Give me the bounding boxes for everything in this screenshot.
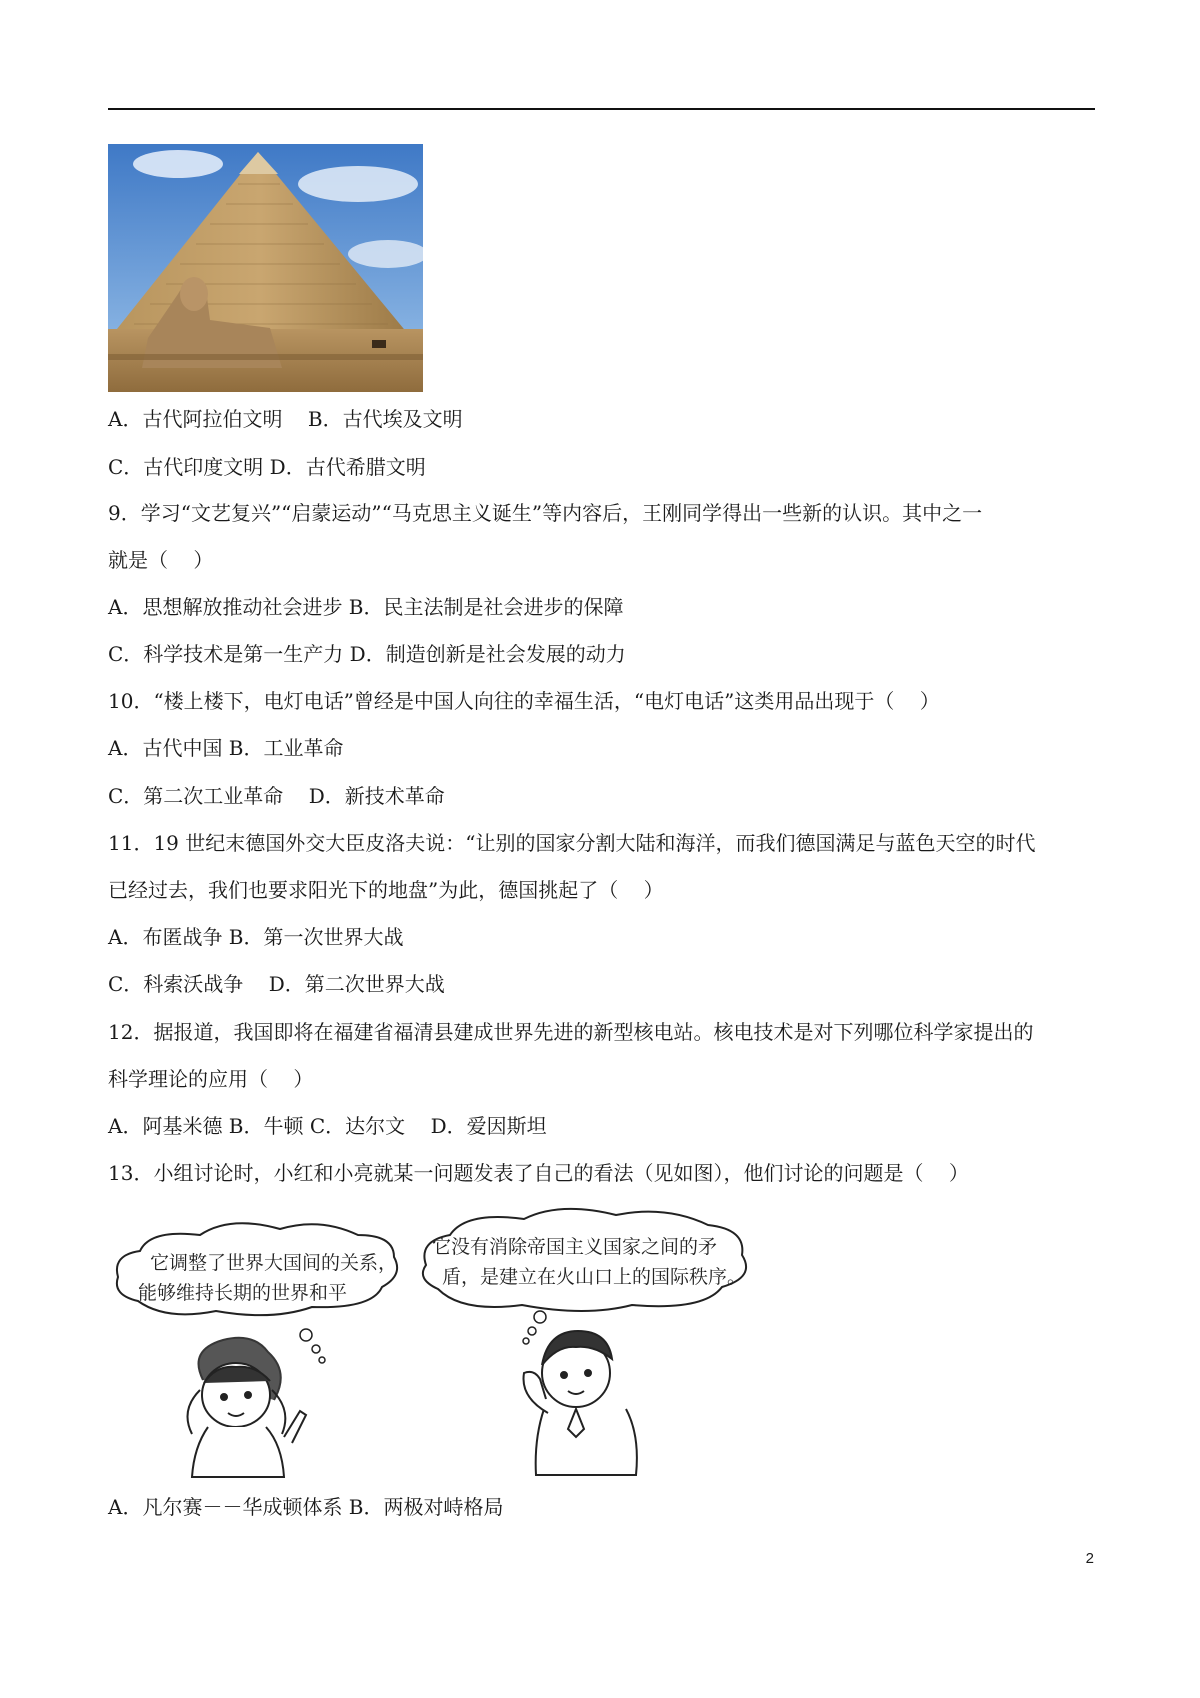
boy-bubble-line1: 它没有消除帝国主义国家之间的矛 [432, 1236, 718, 1258]
q10-options-line2: C．第二次工业革命 D．新技术革命 [108, 784, 445, 808]
q9-options-line1: A．思想解放推动社会进步 B．民主法制是社会进步的保障 [108, 595, 624, 619]
girl-figure [188, 1338, 307, 1477]
q11-options-line2: C．科索沃战争 D．第二次世界大战 [108, 972, 445, 996]
header-rule [108, 108, 1095, 110]
discussion-cartoon [108, 1205, 798, 1480]
girl-bubble-line1: 它调整了世界大国间的关系， [150, 1252, 398, 1274]
q9-stem-line1: 9．学习“文艺复兴”“启蒙运动”“马克思主义诞生”等内容后，王刚同学得出一些新的认识。其中之一 [108, 501, 983, 525]
boy-thought-bubble [423, 1209, 746, 1311]
q11-stem-line2: 已经过去，我们也要求阳光下的地盘”为此，德国挑起了（ ） [108, 878, 664, 902]
q10-stem: 10．“楼上楼下，电灯电话”曾经是中国人向往的幸福生活，“电灯电话”这类用品出现于（ ） [108, 689, 940, 713]
girl-bubble-line2: 能够维持长期的世界和平 [138, 1282, 348, 1304]
boy-bubble-line2: 盾，是建立在火山口上的国际秩序。 [442, 1266, 747, 1288]
q12-stem-line1: 12．据报道，我国即将在福建省福清县建成世界先进的新型核电站。核电技术是对下列哪位科学家提出的 [108, 1020, 1034, 1044]
page-number: 2 [1085, 1550, 1094, 1567]
q9-options-line2: C．科学技术是第一生产力 D．制造创新是社会发展的动力 [108, 642, 626, 666]
pyramid-sphinx-photo [108, 144, 423, 392]
boy-figure [524, 1331, 637, 1475]
q8-options-line1: A．古代阿拉伯文明 B．古代埃及文明 [108, 407, 463, 431]
q11-options-line1: A．布匿战争 B．第一次世界大战 [108, 925, 404, 949]
q8-options-line2: C．古代印度文明 D．古代希腊文明 [108, 455, 426, 479]
q12-stem-line2: 科学理论的应用（ ） [108, 1067, 314, 1091]
q11-stem-line1: 11．19 世纪末德国外交大臣皮洛夫说：“让别的国家分割大陆和海洋，而我们德国满足与蓝色天空的时代 [108, 831, 1036, 855]
q10-options-line1: A．古代中国 B．工业革命 [108, 736, 344, 760]
q13-stem: 13．小组讨论时，小红和小亮就某一问题发表了自己的看法（见如图），他们讨论的问题是（ ） [108, 1161, 969, 1185]
q9-stem-line2: 就是（ ） [108, 548, 214, 572]
q12-options-line1: A．阿基米德 B．牛顿 C．达尔文 D．爱因斯坦 [108, 1114, 547, 1138]
q13-options-line1: A．凡尔赛－－华成顿体系 B．两极对峙格局 [108, 1495, 504, 1519]
